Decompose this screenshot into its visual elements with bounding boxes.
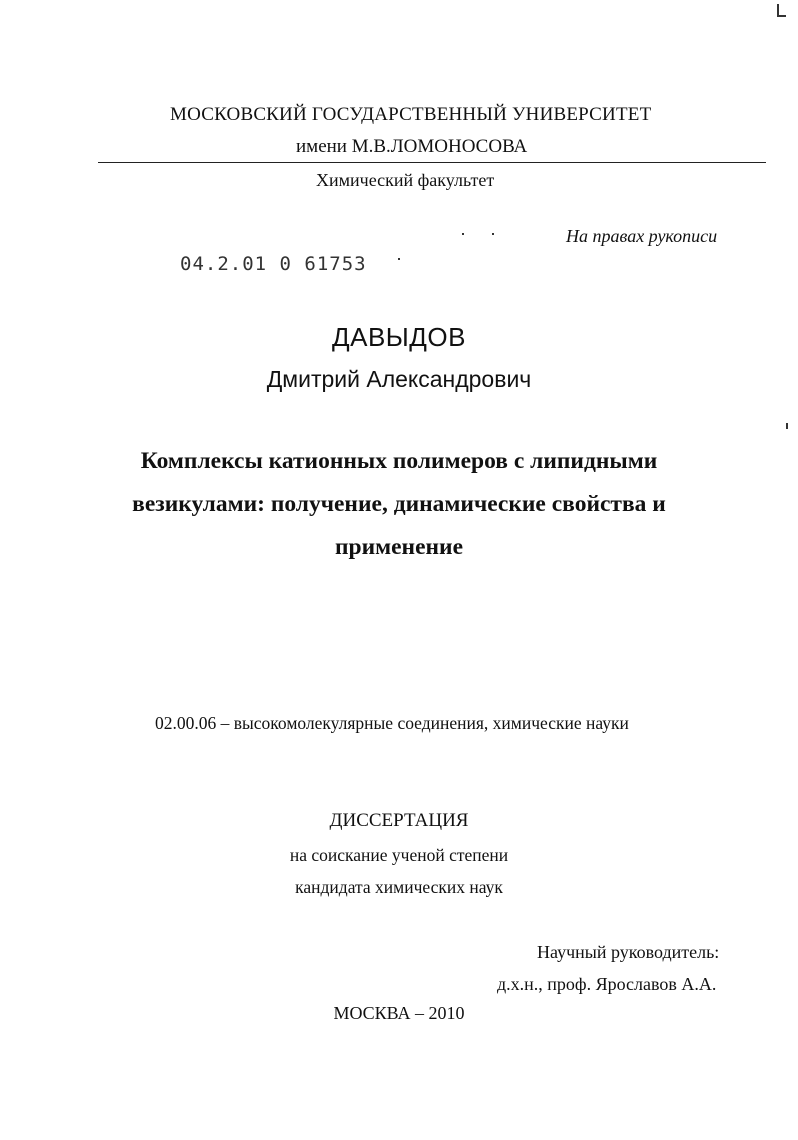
university-name: МОСКОВСКИЙ ГОСУДАРСТВЕННЫЙ УНИВЕРСИТЕТ	[170, 104, 652, 125]
dissertation-title	[0, 440, 798, 569]
title-line-1: Комплексы катионных полимеров с липидными	[140, 448, 658, 474]
specialty-code: 02.00.06 – высокомолекулярные соединения, химические науки	[155, 713, 629, 733]
scan-dot-1	[462, 233, 464, 235]
author-surname: ДАВЫДОВ	[332, 322, 466, 352]
city-year: МОСКВА – 2010	[333, 1003, 465, 1023]
header-divider	[98, 162, 766, 163]
scan-dot-2	[492, 233, 494, 235]
scan-dot-3	[398, 258, 400, 260]
supervisor-label: Научный руководитель:	[537, 942, 720, 962]
title-line-2: везикулами: получение, динамические свойства и	[132, 491, 666, 517]
scan-mark-corner-foot	[777, 15, 786, 17]
scan-mark-edge	[786, 423, 788, 429]
registration-stamp: 04.2.01 0 61753	[180, 253, 367, 275]
supervisor-name: д.х.н., проф. Ярославов А.А.	[497, 974, 717, 994]
title-line-3: применение	[334, 534, 464, 560]
author-given-names: Дмитрий Александрович	[266, 366, 532, 392]
manuscript-note: На правах рукописи	[566, 226, 718, 246]
degree-line-2: кандидата химических наук	[295, 877, 503, 897]
degree-line-1: на соискание ученой степени	[289, 845, 509, 865]
dissertation-label: ДИССЕРТАЦИЯ	[329, 810, 469, 831]
university-named-after: имени М.В.ЛОМОНОСОВА	[296, 136, 528, 157]
faculty-name: Химический факультет	[316, 170, 495, 190]
